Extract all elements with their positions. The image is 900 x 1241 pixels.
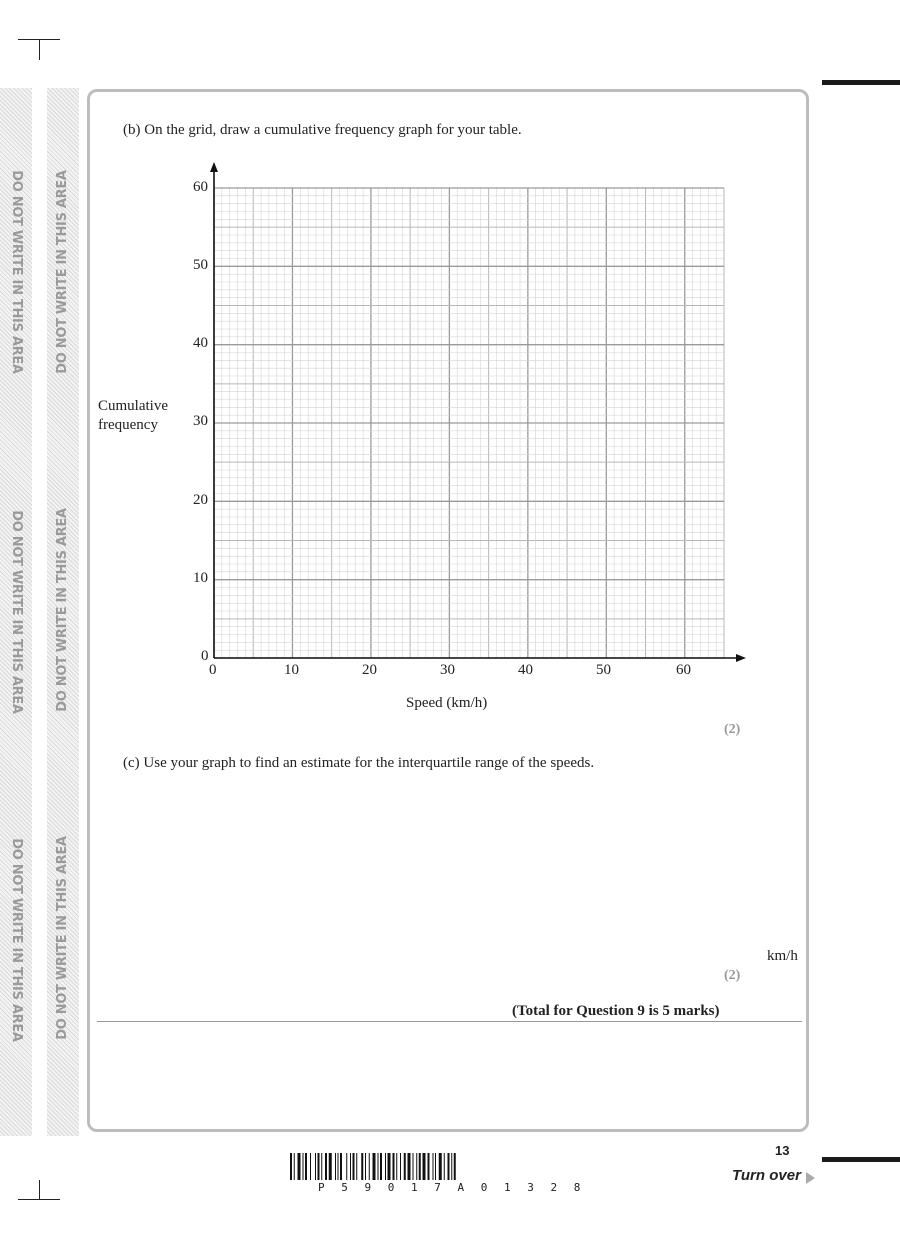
barcode-bar xyxy=(416,1153,417,1180)
x-axis-arrow-icon xyxy=(736,654,746,662)
question-total: (Total for Question 9 is 5 marks) xyxy=(512,1003,720,1019)
barcode-bar xyxy=(338,1153,339,1180)
y-axis-label-line2: frequency xyxy=(98,417,158,433)
barcode-bar xyxy=(298,1153,301,1180)
barcode-bar xyxy=(404,1153,406,1180)
part-c-mark: (2) xyxy=(724,968,741,983)
margin-warning: DO NOT WRITE IN THIS AREA xyxy=(9,838,24,1042)
page-number: 13 xyxy=(775,1143,790,1158)
barcode-bar xyxy=(400,1153,401,1180)
barcode xyxy=(290,1153,612,1183)
crop-mark-top-v xyxy=(39,39,40,60)
edge-bar-bottom xyxy=(822,1157,900,1162)
turn-over-arrow-icon xyxy=(806,1172,815,1184)
barcode-bar xyxy=(378,1153,379,1180)
y-tick-label: 10 xyxy=(193,570,208,586)
x-tick-label: 0 xyxy=(209,662,217,678)
barcode-bar xyxy=(353,1153,355,1180)
barcode-bar xyxy=(325,1153,327,1180)
x-tick-label: 10 xyxy=(284,662,299,678)
y-tick-label: 60 xyxy=(193,179,208,195)
barcode-bar xyxy=(448,1153,450,1180)
barcode-bar xyxy=(369,1153,370,1180)
y-tick-label: 40 xyxy=(193,335,208,351)
answer-unit[interactable]: km/h xyxy=(767,948,798,964)
part-b-instruction: (b) On the grid, draw a cumulative frequency graph for your table. xyxy=(123,122,522,138)
margin-warning: DO NOT WRITE IN THIS AREA xyxy=(9,510,24,714)
barcode-bar xyxy=(365,1153,366,1180)
x-tick-label: 60 xyxy=(676,662,691,678)
x-tick-label: 20 xyxy=(362,662,377,678)
barcode-bar xyxy=(393,1153,395,1180)
barcode-bar xyxy=(340,1153,342,1180)
part-b-mark: (2) xyxy=(724,722,741,737)
barcode-bar xyxy=(451,1153,452,1180)
barcode-bar xyxy=(294,1153,295,1180)
part-c-instruction: (c) Use your graph to find an estimate for the interquartile range of the speeds. xyxy=(123,755,595,771)
barcode-bar xyxy=(380,1153,382,1180)
turn-over-label: Turn over xyxy=(732,1167,801,1184)
barcode-bar xyxy=(385,1153,386,1180)
x-axis-label: Speed (km/h) xyxy=(406,695,488,711)
barcode-bar xyxy=(315,1153,316,1180)
barcode-bar xyxy=(435,1153,436,1180)
x-tick-label: 30 xyxy=(440,662,455,678)
barcode-bar xyxy=(290,1153,292,1180)
crop-mark-bottom-v xyxy=(39,1180,40,1200)
y-tick-label: 0 xyxy=(201,648,209,664)
barcode-bar xyxy=(329,1153,332,1180)
margin-warning: DO NOT WRITE IN THIS AREA xyxy=(9,170,24,374)
barcode-bar xyxy=(356,1153,357,1180)
y-tick-label: 50 xyxy=(193,257,208,273)
x-tick-label: 50 xyxy=(596,662,611,678)
edge-bar-top xyxy=(822,80,900,85)
barcode-bar xyxy=(396,1153,397,1180)
barcode-bar xyxy=(454,1153,456,1180)
y-tick-label: 30 xyxy=(193,413,208,429)
barcode-bar xyxy=(303,1153,304,1180)
barcode-bar xyxy=(346,1153,347,1180)
margin-warning: DO NOT WRITE IN THIS AREA xyxy=(55,836,70,1040)
barcode-bar xyxy=(408,1153,411,1180)
barcode-bar xyxy=(423,1153,426,1180)
barcode-bar xyxy=(305,1153,307,1180)
margin-warning: DO NOT WRITE IN THIS AREA xyxy=(55,170,70,374)
barcode-bar xyxy=(419,1153,421,1180)
barcode-bar xyxy=(335,1153,336,1180)
barcode-bar xyxy=(388,1153,391,1180)
y-tick-label: 20 xyxy=(193,492,208,508)
barcode-bar xyxy=(433,1153,434,1180)
barcode-bar xyxy=(439,1153,442,1180)
barcode-bar xyxy=(310,1153,311,1180)
barcode-bar xyxy=(373,1153,376,1180)
barcode-text: P 5 9 0 1 7 A 0 1 3 2 8 xyxy=(318,1181,586,1194)
margin-warning: DO NOT WRITE IN THIS AREA xyxy=(55,508,70,712)
y-axis-arrow-icon xyxy=(210,162,218,172)
x-tick-label: 40 xyxy=(518,662,533,678)
barcode-bar xyxy=(413,1153,414,1180)
barcode-bar xyxy=(318,1153,320,1180)
barcode-bar xyxy=(361,1153,363,1180)
y-axis-label-line1: Cumulative xyxy=(98,398,168,414)
total-divider xyxy=(97,1021,802,1022)
barcode-bar xyxy=(428,1153,430,1180)
barcode-bar xyxy=(321,1153,322,1180)
barcode-bar xyxy=(444,1153,445,1180)
barcode-bar xyxy=(350,1153,351,1180)
